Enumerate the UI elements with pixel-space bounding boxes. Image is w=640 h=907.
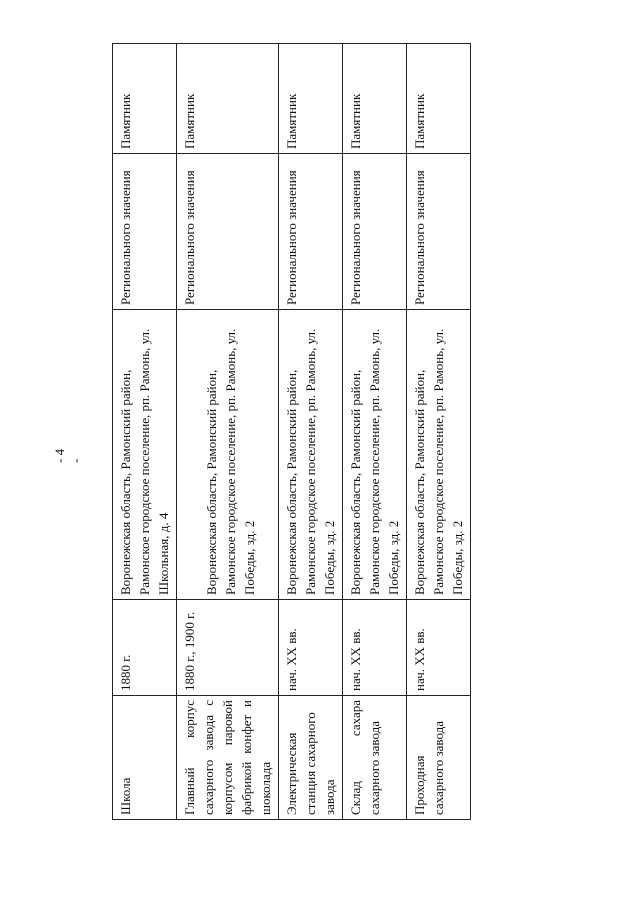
monument-name: Склад сахара сахарного завода [343, 696, 407, 820]
monument-name: Электрическая станция сахарного завода [279, 696, 343, 820]
monument-address: Воронежская область, Рамонский район, Рамонское городское поселение, рп. Рамонь, ул. Школьная, д. 4 [113, 310, 177, 600]
monument-type: Памятник [177, 44, 279, 154]
monuments-table [112, 43, 471, 820]
monument-address: Воронежская область, Рамонский район, Рамонское городское поселение, рп. Рамонь, ул. Победы, зд. 2 [204, 328, 257, 595]
monument-address: Воронежская область, Рамонский район, Рамонское городское поселение, рп. Рамонь, ул. Победы, зд. 2 [279, 310, 343, 600]
monument-date: 1880 г. [113, 600, 177, 696]
monument-significance: Регионального значения [113, 154, 177, 310]
table-row [407, 44, 471, 820]
table-row [113, 44, 177, 820]
monument-address-cell [177, 310, 279, 600]
monument-date: 1880 г., 1900 г. [177, 600, 279, 696]
monument-significance: Регионального значения [177, 154, 279, 310]
monument-name: Главный корпус сахарного завода с корпусом паровой фабрикой конфет и шоколада [177, 696, 279, 820]
rotated-table-container [112, 44, 465, 820]
monument-type: Памятник [343, 44, 407, 154]
monument-address: Воронежская область, Рамонский район, Рамонское городское поселение, рп. Рамонь, ул. Победы, зд. 2 [343, 310, 407, 600]
monument-type: Памятник [113, 44, 177, 154]
table-row [177, 44, 279, 820]
monument-significance: Регионального значения [343, 154, 407, 310]
page-number: - 4 - [52, 448, 83, 463]
monument-date: нач. XX вв. [279, 600, 343, 696]
table-row [279, 44, 343, 820]
monument-type: Памятник [279, 44, 343, 154]
monument-date: нач. XX вв. [407, 600, 471, 696]
monument-type: Памятник [407, 44, 471, 154]
table-row [343, 44, 407, 820]
monument-significance: Регионального значения [279, 154, 343, 310]
monument-name: Проходная сахарного завода [407, 696, 471, 820]
monument-date: нач. XX вв. [343, 600, 407, 696]
monument-address: Воронежская область, Рамонский район, Рамонское городское поселение, рп. Рамонь, ул. Победы, зд. 2 [407, 310, 471, 600]
monument-name: Школа [113, 696, 177, 820]
monument-significance: Регионального значения [407, 154, 471, 310]
